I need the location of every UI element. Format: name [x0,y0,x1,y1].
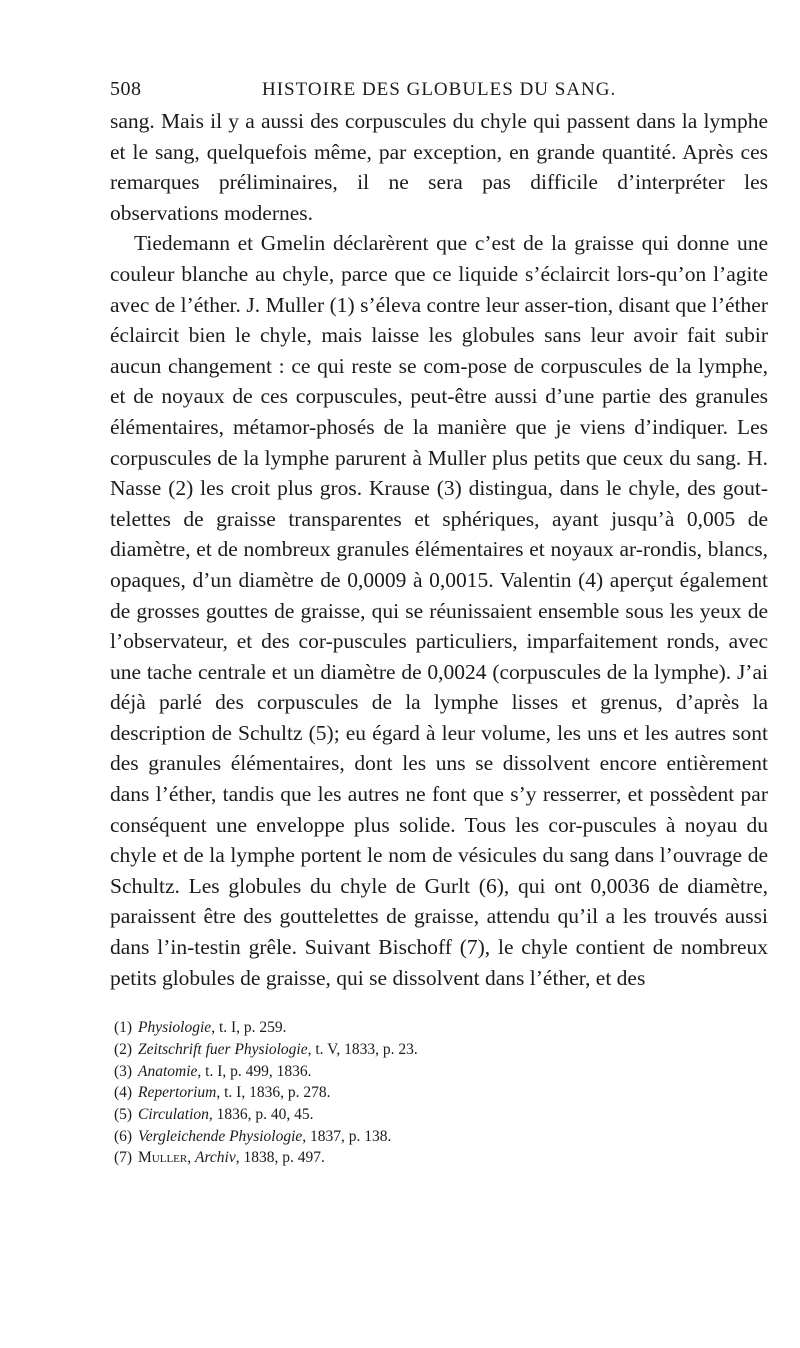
footnote [114,1017,768,1039]
footnote-number: (4) [114,1084,133,1102]
footnote [114,1082,768,1104]
footnote-reference: , 1838, p. 497. [235,1149,325,1167]
running-head [110,78,768,106]
footnote-title: Repertorium [138,1084,217,1102]
footnotes [110,1017,768,1169]
footnote-number: (2) [114,1040,133,1058]
paragraph-continued: sang. Mais il y a aussi des corpuscules du chyle qui passent dans la lymphe et le sang, quelquefois même, par exception, en grande quantité. Après ces remarques préliminaires, il ne sera pas difficile d’interpréter les observations modernes. [110,109,768,225]
footnote-number: (1) [114,1019,133,1037]
footnote-author: Muller [138,1149,188,1167]
book-page [110,78,768,1169]
footnote-reference: , 1836, p. 40, 45. [208,1106,314,1124]
page-number: 508 [110,78,142,100]
footnote-reference: , t. I, 1836, p. 278. [216,1084,331,1102]
footnote-reference: , t. I, p. 499, 1836. [197,1062,312,1080]
footnote-number: (7) [114,1149,133,1167]
footnote-reference: , t. V, 1833, p. 23. [307,1040,418,1058]
footnote-reference: , t. I, p. 259. [211,1019,287,1037]
footnote [114,1061,768,1083]
footnote-title: Physiologie [138,1019,212,1037]
footnote-title: Circulation [138,1106,209,1124]
footnote-number: (6) [114,1127,133,1145]
footnote [114,1104,768,1126]
footnote-number: (3) [114,1062,133,1080]
body-text [110,106,768,993]
footnote [114,1126,768,1148]
footnote-reference: , 1837, p. 138. [302,1127,392,1145]
footnote-title: Anatomie [138,1062,198,1080]
footnote: (7) Muller, Archiv, 1838, p. 497. [114,1147,768,1169]
footnote-title: Archiv [194,1149,236,1167]
footnote-title: Vergleichende Physiologie [138,1127,303,1145]
footnote [114,1039,768,1061]
footnote-title: Zeitschrift fuer Physiologie [138,1040,308,1058]
footnote-number: (5) [114,1106,133,1124]
paragraph: Tiedemann et Gmelin déclarèrent que c’est de la graisse qui donne une couleur blanche au chyle, parce que ce liquide s’éclaircit lors-qu’on l’agite avec de l’éther. J. Muller (1) s’éleva contre leur asser-tion, disant que l’éther éclaircit bien le chyle, mais laisse les globules sans leur avoir fait subir aucun changement : ce qui reste se com-pose de corpuscules de la lymphe, et de noyaux de ces corpuscules, peut-être aussi d’une partie des granules élémentaires, métamor-phosés de la manière que je viens d’indiquer. Les corpuscules de la lymphe parurent à Muller plus petits que ceux du sang. H. Nasse (2) les croit plus gros. Krause (3) distingua, dans le chyle, des gout-telettes de graisse transparentes et sphériques, ayant jusqu’à 0,005 de diamètre, et de nombreux granules élémentaires et noyaux ar-rondis, blancs, opaques, d’un diamètre de 0,0009 à 0,0015. Valentin (4) aperçut également de grosses gouttes de graisse, qui se réunissaient ensemble sous les yeux de l’observateur, et des cor-puscules particuliers, imparfaitement ronds, avec une tache centrale et un diamètre de 0,0024 (corpuscules de la lymphe). J’ai déjà parlé des corpuscules de la lymphe lisses et grenus, d’après la description de Schultz (5); eu égard à leur volume, les uns et les autres sont des granules élémentaires, dont les uns se dissolvent encore entièrement dans l’éther, tandis que les autres ne font que s’y resserrer, et possèdent par conséquent une enveloppe plus solide. Tous les cor-puscules à noyau du chyle et de la lymphe portent le nom de vésicules du sang dans l’ouvrage de Schultz. Les globules du chyle de Gurlt (6), qui ont 0,0036 de diamètre, paraissent être des gouttelettes de graisse, attendu qu’il a les trouvés aussi dans l’in-testin grêle. Suivant Bischoff (7), le chyle contient de nombreux petits globules de graisse, qui se dissolvent dans l’éther, et des [110,231,768,990]
running-title: HISTOIRE DES GLOBULES DU SANG. [262,79,617,100]
